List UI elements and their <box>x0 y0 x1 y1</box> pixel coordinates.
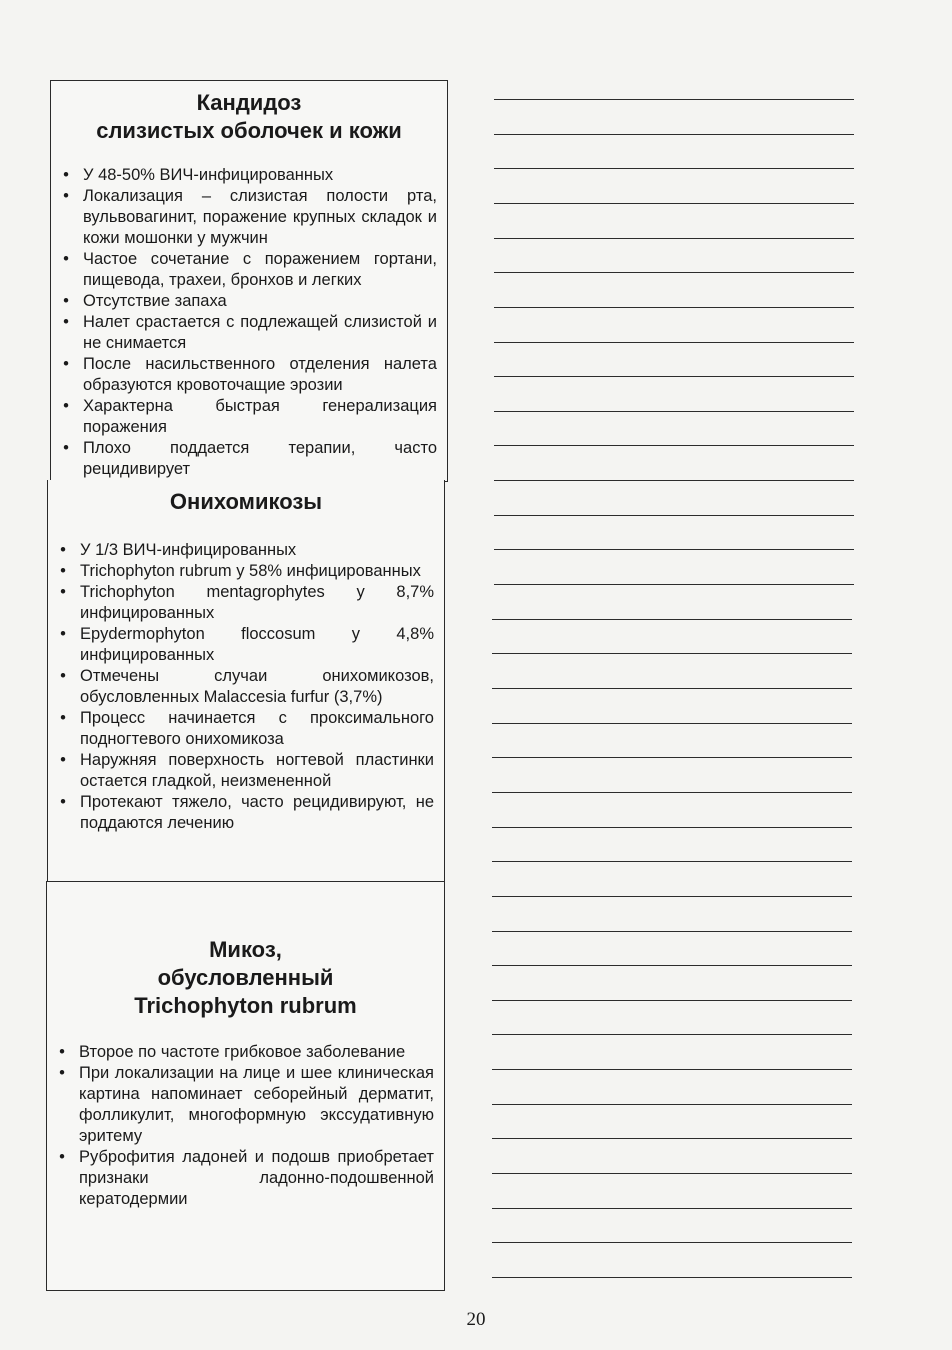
note-line <box>494 584 854 585</box>
title-line: Микоз, <box>209 937 282 962</box>
bullet-icon: • <box>59 1148 65 1166</box>
note-line <box>492 723 852 724</box>
item-text: У 1/3 ВИЧ-инфицированных <box>80 541 297 559</box>
bullet-icon: • <box>63 397 69 415</box>
note-line <box>492 965 852 966</box>
note-line <box>494 549 854 550</box>
item-text: Trichophyton rubrum у 58% инфицированных <box>80 562 421 580</box>
note-line <box>492 1277 852 1278</box>
note-line <box>492 1173 852 1174</box>
item-text: Протекают тяжело, часто рецидивируют, не поддаются лечению <box>80 793 434 832</box>
bullet-icon: • <box>60 562 66 580</box>
note-line <box>494 480 854 481</box>
note-line <box>492 1034 852 1035</box>
note-line <box>492 792 852 793</box>
note-line <box>494 342 854 343</box>
note-line <box>494 168 854 169</box>
title-line: обусловленный <box>157 965 334 990</box>
bullet-icon: • <box>63 292 69 310</box>
bullet-icon: • <box>60 541 66 559</box>
item-text: Частое сочетание с поражением гортани, пищевода, трахеи, бронхов и легких <box>83 250 437 289</box>
note-line <box>492 1242 852 1243</box>
note-line <box>492 931 852 932</box>
note-line <box>494 411 854 412</box>
item-text: Второе по частоте грибковое заболевание <box>79 1043 406 1061</box>
item-text: Процесс начинается с проксимального подногтевого онихомикоза <box>80 709 434 748</box>
note-line <box>494 515 854 516</box>
item-text: Отмечены случаи онихомикозов, обусловленных Malaccesia furfur (3,7%) <box>80 667 434 706</box>
item-text: При локализации на лице и шее клиническая картина напоминает себорейный дерматит, фолликулит, многоформную экссудативную эритему <box>79 1064 434 1145</box>
note-line <box>492 896 852 897</box>
title-line: слизистых оболочек и кожи <box>96 118 402 143</box>
item-text: Локализация – слизистая полости рта, вульвовагинит, поражение крупных складок и кожи мошонки у мужчин <box>83 187 437 247</box>
bullet-icon: • <box>60 667 66 685</box>
bullet-icon: • <box>60 583 66 601</box>
note-line <box>492 688 852 689</box>
note-line <box>494 203 854 204</box>
item-text: Epydermophyton floccosum у 4,8% инфицированных <box>80 625 434 664</box>
bullet-icon: • <box>59 1064 65 1082</box>
bullet-icon: • <box>60 751 66 769</box>
item-text: Налет срастается с подлежащей слизистой и не снимается <box>83 313 437 352</box>
note-line <box>494 376 854 377</box>
item-text: У 48-50% ВИЧ-инфицированных <box>83 166 334 184</box>
bullet-icon: • <box>60 625 66 643</box>
bullet-icon: • <box>63 250 69 268</box>
title-line: Кандидоз <box>196 90 302 115</box>
bullet-icon: • <box>60 709 66 727</box>
bullet-icon: • <box>63 166 69 184</box>
note-line <box>492 1208 852 1209</box>
bullet-icon: • <box>63 355 69 373</box>
note-line <box>494 307 854 308</box>
bullet-icon: • <box>63 313 69 331</box>
note-line <box>494 272 854 273</box>
bullet-icon: • <box>63 439 69 457</box>
bullet-icon: • <box>60 793 66 811</box>
item-text: Характерна быстрая генерализация поражения <box>83 397 437 436</box>
bullet-icon: • <box>59 1043 65 1061</box>
item-text: После насильственного отделения налета образуются кровоточащие эрозии <box>83 355 437 394</box>
title-line: Trichophyton rubrum <box>134 993 357 1018</box>
note-line <box>492 827 852 828</box>
note-line <box>494 238 854 239</box>
title-line: Онихомикозы <box>169 489 323 514</box>
note-line <box>494 445 854 446</box>
note-line <box>492 1000 852 1001</box>
note-line <box>492 653 852 654</box>
bullet-icon: • <box>63 187 69 205</box>
note-line <box>492 1104 852 1105</box>
item-text: Trichophyton mentagrophytes у 8,7% инфицированных <box>80 583 434 622</box>
item-text: Отсутствие запаха <box>83 292 227 310</box>
item-text: Наружняя поверхность ногтевой пластинки остается гладкой, неизмененной <box>80 751 434 790</box>
item-text: Плохо поддается терапии, часто рецидивирует <box>83 439 437 478</box>
note-line <box>492 1069 852 1070</box>
note-line <box>492 861 852 862</box>
note-line <box>492 1138 852 1139</box>
note-line <box>492 757 852 758</box>
item-text: Руброфития ладоней и подошв приобретает признаки ладонно-подошвенной кератодермии <box>79 1148 434 1208</box>
note-line <box>494 99 854 100</box>
note-line <box>494 134 854 135</box>
page-number: 20 <box>466 1309 486 1330</box>
note-line <box>492 619 852 620</box>
